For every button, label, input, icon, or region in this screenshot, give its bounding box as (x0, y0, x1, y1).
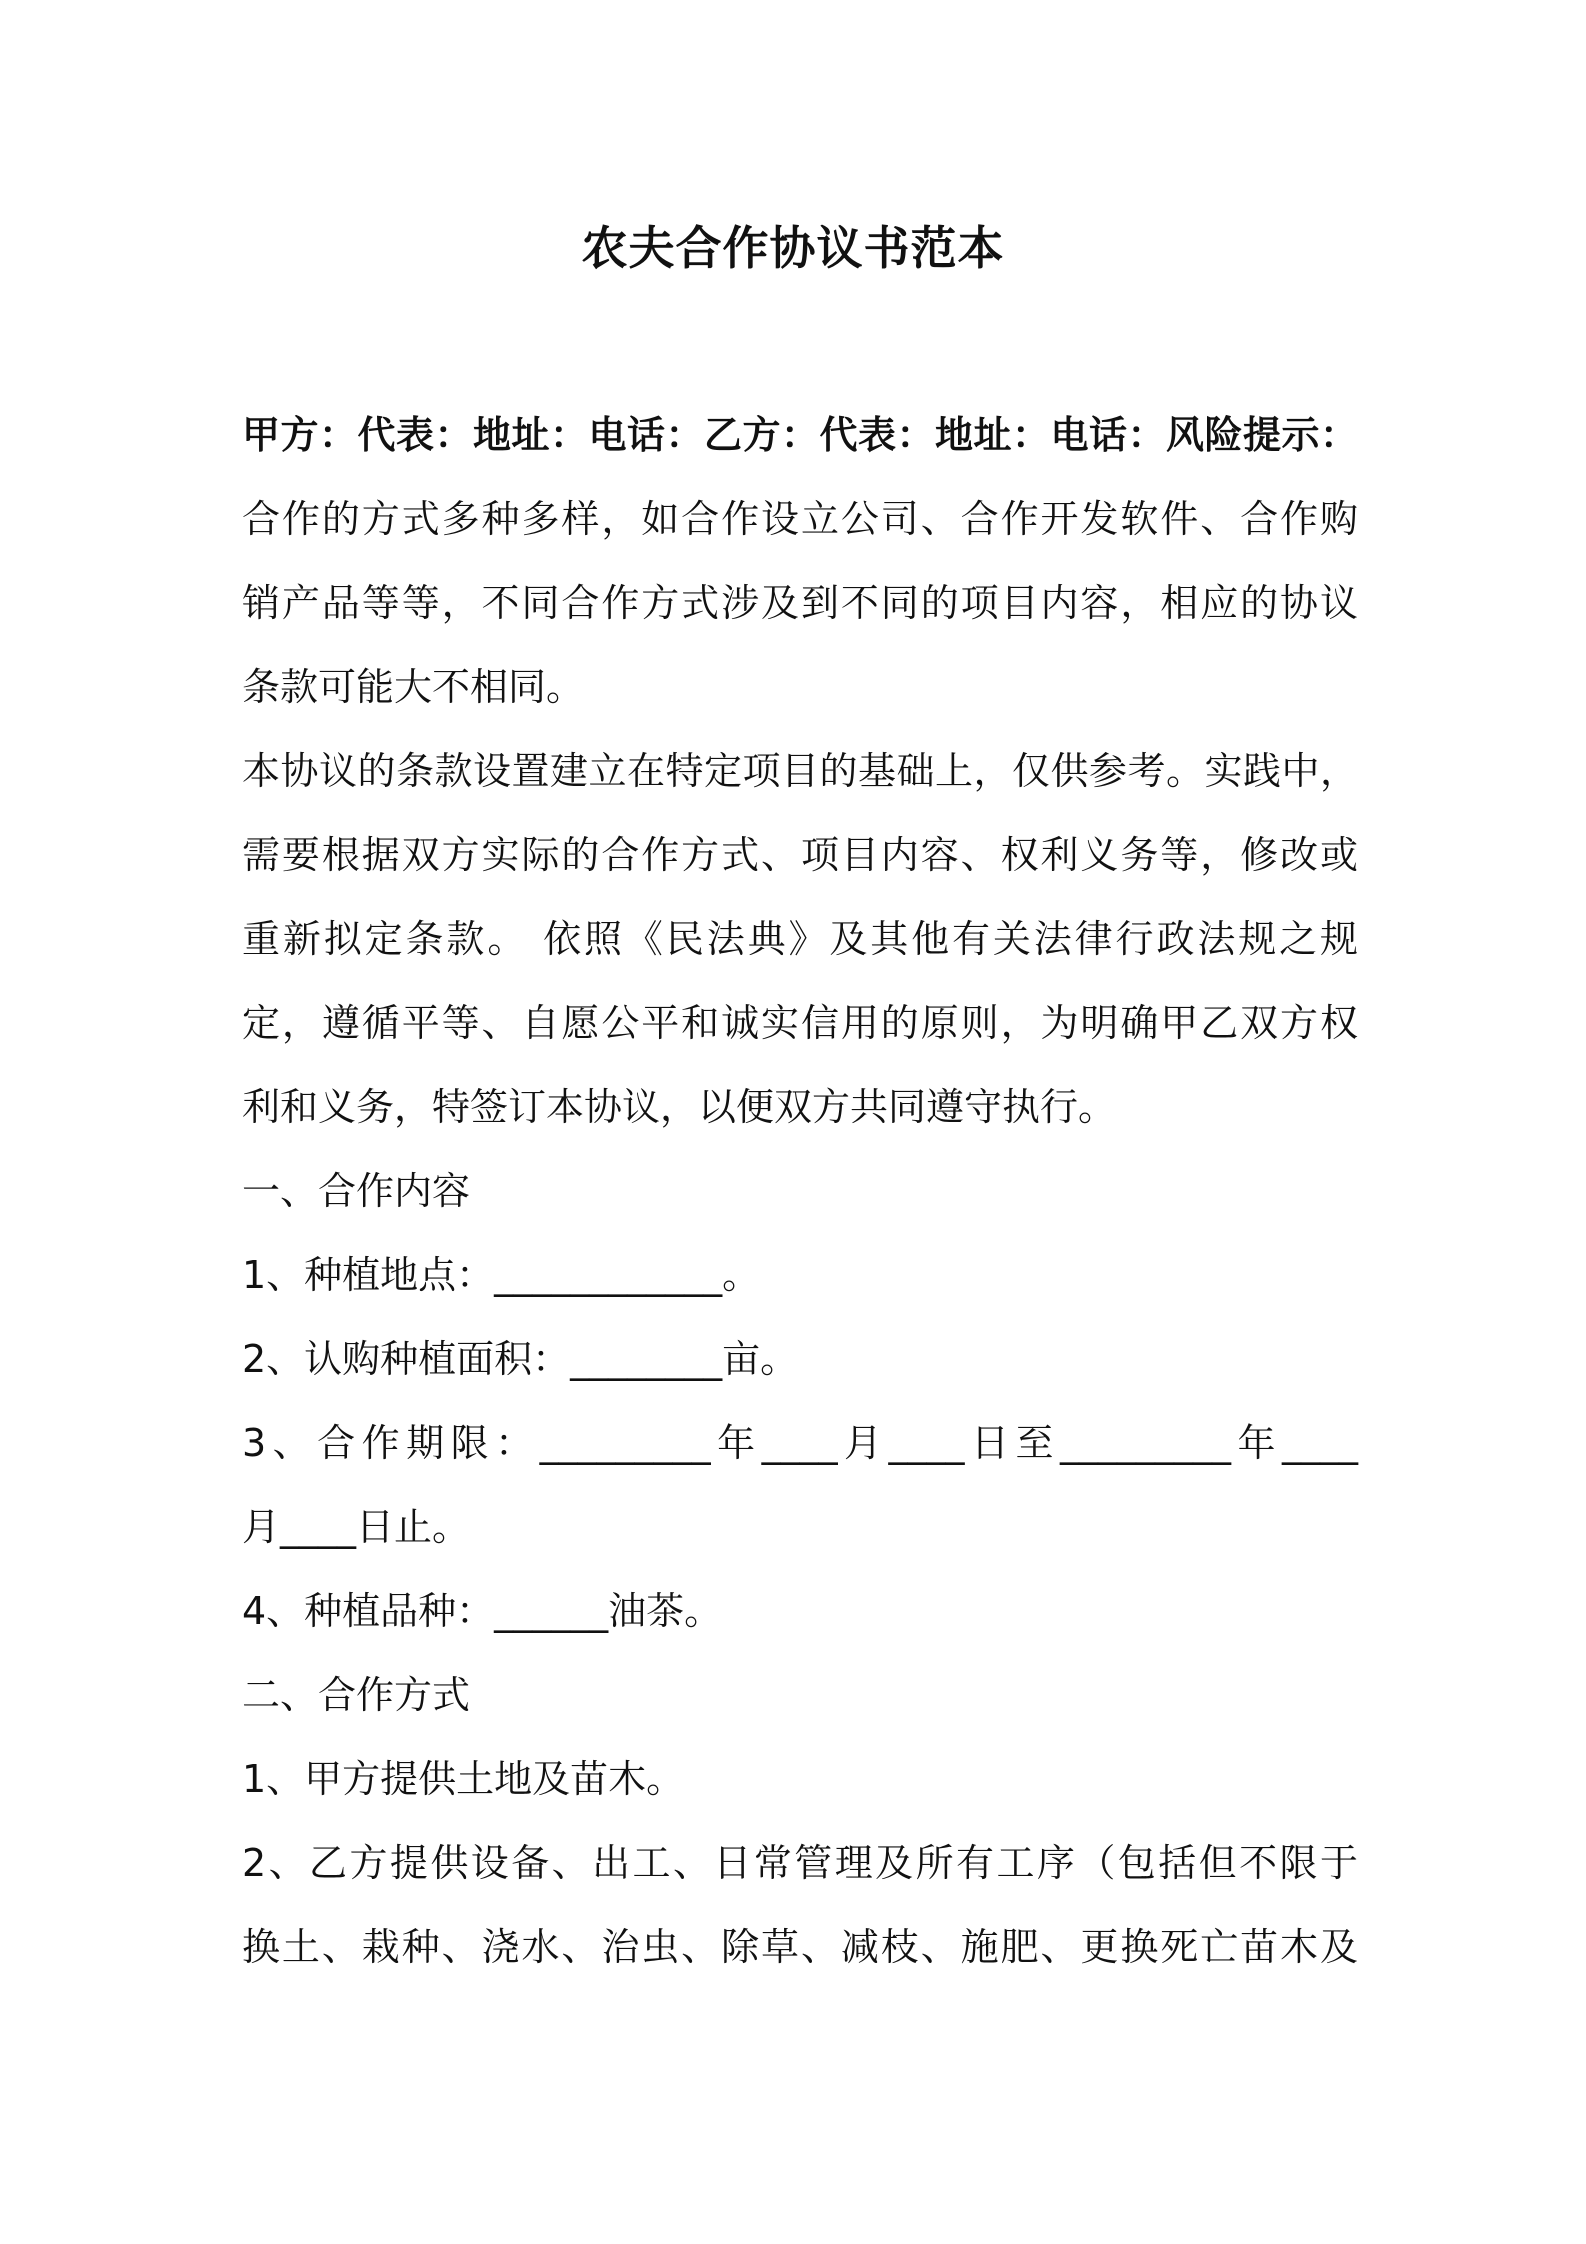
clause-line: 2、乙方提供设备、出工、日常管理及所有工序（包括但不限于 (242, 1841, 1358, 1885)
paragraph-line: 合作的方式多种多样，如合作设立公司、合作开发软件、合作购 (242, 497, 1358, 541)
clause-line: 1、甲方提供土地及苗木。 (242, 1757, 685, 1801)
paragraph-line: 条款可能大不相同。 (242, 665, 585, 709)
section-heading: 一、合作内容 (242, 1169, 471, 1213)
section-heading-cooperation-content (242, 1149, 1358, 1233)
clause-party-a-provision (242, 1737, 1358, 1821)
paragraph-line: 定，遵循平等、自愿公平和诚实信用的原则，为明确甲乙双方权 (242, 1001, 1358, 1045)
clause-line: 3、合作期限：_________年____月____日至_________年____ (242, 1421, 1358, 1465)
clause-line: 4、种植品种：______油茶。 (242, 1589, 723, 1633)
clause-line: 月____日止。 (242, 1505, 471, 1549)
clause-planting-variety (242, 1569, 1358, 1653)
clause-line: 换土、栽种、浇水、治虫、除草、减枝、施肥、更换死亡苗木及 (242, 1925, 1358, 1969)
paragraph-line: 利和义务，特签订本协议，以便双方共同遵守执行。 (242, 1085, 1117, 1129)
basis-paragraph (242, 729, 1358, 1149)
clause-line: 1、种植地点：____________。 (242, 1253, 761, 1297)
paragraph-line: 需要根据双方实际的合作方式、项目内容、权利义务等，修改或 (242, 833, 1358, 877)
document-body (242, 393, 1358, 1989)
clause-planting-area (242, 1317, 1358, 1401)
paragraph-line: 重新拟定条款。 依照《民法典》及其他有关法律行政法规之规 (242, 917, 1358, 961)
clause-planting-location (242, 1233, 1358, 1317)
party-info-line: 甲方：代表：地址：电话：乙方：代表：地址：电话：风险提示： (242, 413, 1358, 457)
document-title: 农夫合作协议书范本 (581, 221, 1005, 275)
section-heading-cooperation-method (242, 1653, 1358, 1737)
clause-cooperation-period (242, 1401, 1358, 1569)
paragraph-line: 销产品等等，不同合作方式涉及到不同的项目内容，相应的协议 (242, 581, 1358, 625)
section-heading: 二、合作方式 (242, 1673, 471, 1717)
paragraph-line: 本协议的条款设置建立在特定项目的基础上，仅供参考。实践中， (242, 749, 1358, 793)
preamble-paragraph (242, 393, 1358, 729)
clause-line: 2、认购种植面积：________亩。 (242, 1337, 799, 1381)
clause-party-b-provision (242, 1821, 1358, 1989)
